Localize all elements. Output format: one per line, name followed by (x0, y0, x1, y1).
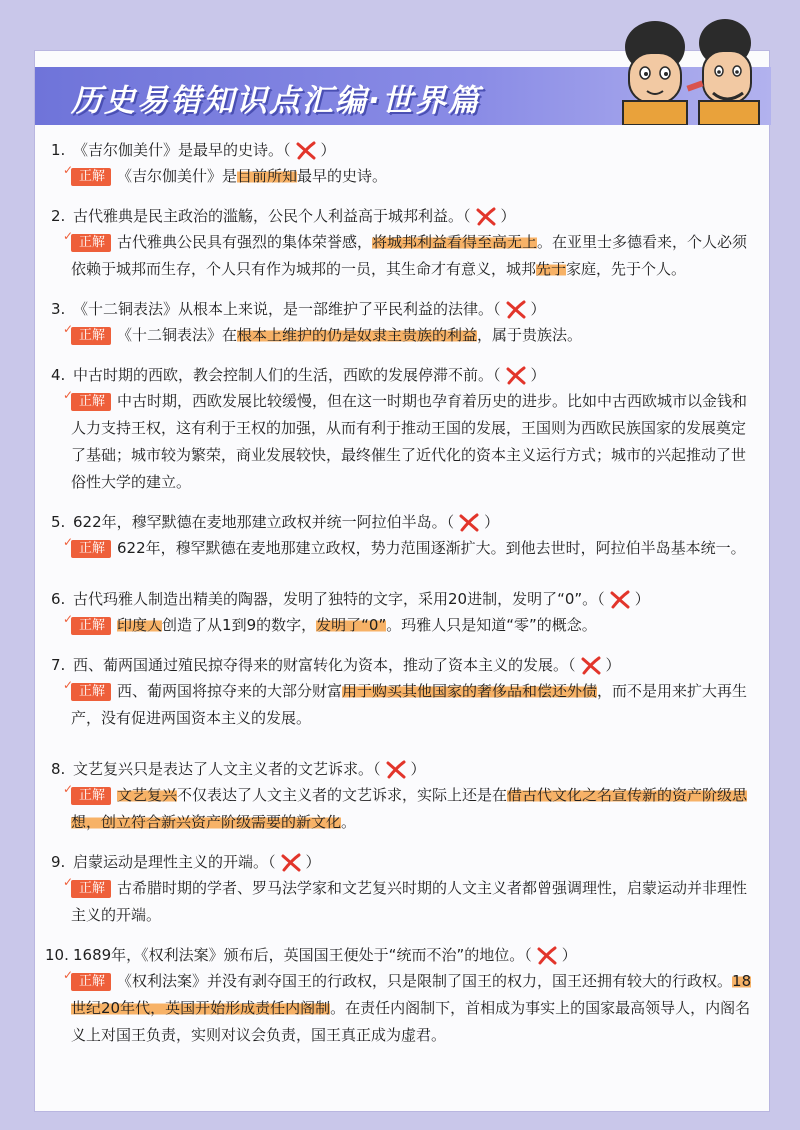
question: 1. 《吉尔伽美什》是最早的史诗。（ ） (51, 137, 757, 163)
correction-badge: ✓ 正解 (71, 683, 111, 701)
check-icon: ✓ (63, 612, 74, 626)
correction-badge: ✓ 正解 (71, 393, 111, 411)
question-number: 8. (51, 760, 66, 778)
question-number: 2. (51, 207, 66, 225)
list-item (51, 362, 757, 496)
list-item (51, 586, 757, 639)
wrong-mark-icon (503, 299, 529, 321)
question: 3. 《十二铜表法》从根本上来说，是一部维护了平民利益的法律。（ ） (51, 296, 757, 322)
check-icon: ✓ (63, 229, 74, 243)
question-number: 6. (51, 590, 66, 608)
correction-badge: ✓ 正解 (71, 617, 111, 635)
correction-badge: ✓ 正解 (71, 880, 111, 898)
check-icon: ✓ (63, 968, 74, 982)
correction: ✓ 正解 《权利法案》并没有剥夺国王的行政权，只是限制了国王的权力，国王还拥有较大的行政权。18世纪20年代，英国开始形成责任内阁制。在责任内阁制下，首相成为事实上的国家最高领导人，内阁名义上对国王负责，实则对议会负责，国王真正成为虚君。 (63, 968, 752, 1044)
highlight: 印度人 (117, 616, 163, 634)
question: 9. 启蒙运动是理性主义的开端。（ ） (51, 849, 757, 875)
correction-badge: ✓ 正解 (71, 234, 111, 252)
question: 2. 古代雅典是民主政治的滥觞，公民个人利益高于城邦利益。（ ） (51, 203, 757, 229)
question: 10. 1689年，《权利法案》颁布后，英国国王便处于“统而不治”的地位。（ ） (51, 942, 757, 968)
highlight: 先于 (536, 260, 567, 278)
correction: ✓ 正解 古希腊时期的学者、罗马法学家和文艺复兴时期的人文主义者都曾强调理性，启蒙运动并非理性主义的开端。 (63, 875, 748, 924)
question: 4. 中古时期的西欧，教会控制人们的生活，西欧的发展停滞不前。（ ） (51, 362, 757, 388)
question-number: 5. (51, 513, 66, 531)
page-sheet (34, 50, 770, 1112)
correction-badge: ✓ 正解 (71, 787, 111, 805)
check-icon: ✓ (63, 163, 74, 177)
question-number: 10. (45, 946, 69, 964)
highlight: 根本上维护的仍是奴隶主贵族的利益 (237, 326, 478, 344)
check-icon: ✓ (63, 388, 74, 402)
wrong-mark-icon (473, 206, 499, 228)
correction: ✓ 正解 中古时期，西欧发展比较缓慢，但在这一时期也孕育着历史的进步。比如中古西欧城市以金钱和人力支持王权，这有利于王权的加强，从而有利于推动王国的发展，王国则为西欧民族国家的发展奠定了基础；城市较为繁荣，商业发展较快，最终催生了近代化的资本主义运行方式；城市的兴起推动了世俗性大学的建立。 (63, 388, 748, 491)
highlight: 目前所知 (237, 167, 298, 185)
correction-badge: ✓ 正解 (71, 973, 111, 991)
cartoon-characters-illustration (595, 13, 775, 125)
error-knowledge-list (45, 137, 757, 1062)
question-number: 1. (51, 141, 66, 159)
wrong-mark-icon (607, 589, 633, 611)
check-icon: ✓ (63, 782, 74, 796)
wrong-mark-icon (278, 852, 304, 874)
wrong-mark-icon (456, 512, 482, 534)
question: 5. 622年，穆罕默德在麦地那建立政权并统一阿拉伯半岛。（ ） (51, 509, 757, 535)
list-item (51, 137, 757, 190)
highlight: 借古代文化之名宣传新的资产阶级思想，创立符合新兴资产阶级需要的新文化 (71, 786, 748, 831)
list-item (51, 652, 757, 732)
wrong-mark-icon (383, 759, 409, 781)
list-item (51, 849, 757, 929)
correction-badge: ✓ 正解 (71, 168, 111, 186)
wrong-mark-icon (534, 945, 560, 967)
highlight: 将城邦利益看得至高无上 (372, 233, 538, 251)
list-item (51, 296, 757, 349)
question: 6. 古代玛雅人制造出精美的陶器，发明了独特的文字，采用20进制，发明了“0”。（ ） (51, 586, 757, 612)
list-item (45, 942, 757, 1049)
check-icon: ✓ (63, 875, 74, 889)
correction-badge: ✓ 正解 (71, 327, 111, 345)
check-icon: ✓ (63, 678, 74, 692)
page-title: 历史易错知识点汇编·世界篇 (71, 83, 481, 119)
highlight: 18世纪20年代，英国开始形成责任内阁制 (71, 972, 752, 1017)
check-icon: ✓ (63, 322, 74, 336)
question: 7. 西、葡两国通过殖民掠夺得来的财富转化为资本，推动了资本主义的发展。（ ） (51, 652, 757, 678)
question-number: 7. (51, 656, 66, 674)
wrong-mark-icon (293, 140, 319, 162)
check-icon: ✓ (63, 535, 74, 549)
correction: ✓ 正解 古代雅典公民具有强烈的集体荣誉感，将城邦利益看得至高无上。在亚里士多德看来，个人必须依赖于城邦而生存，个人只有作为城邦的一员，其生命才有意义，城邦先于家庭，先于个人。 (63, 229, 748, 278)
correction: ✓ 正解 《吉尔伽美什》是目前所知最早的史诗。 (63, 163, 388, 185)
list-item (51, 509, 757, 562)
correction: ✓ 正解 文艺复兴不仅表达了人文主义者的文艺诉求，实际上还是在借古代文化之名宣传新的资产阶级思想，创立符合新兴资产阶级需要的新文化。 (63, 782, 748, 831)
list-item (51, 203, 757, 283)
correction: ✓ 正解 西、葡两国将掠夺来的大部分财富用于购买其他国家的奢侈品和偿还外债，而不是用来扩大再生产，没有促进两国资本主义的发展。 (63, 678, 748, 727)
highlight: 用于购买其他国家的奢侈品和偿还外债 (342, 682, 598, 700)
highlight: 文艺复兴 (117, 786, 178, 804)
question-number: 9. (51, 853, 66, 871)
wrong-mark-icon (503, 365, 529, 387)
wrong-mark-icon (578, 655, 604, 677)
question: 8. 文艺复兴只是表达了人文主义者的文艺诉求。（ ） (51, 756, 757, 782)
correction: ✓ 正解 622年，穆罕默德在麦地那建立政权，势力范围逐渐扩大。到他去世时，阿拉伯半岛基本统一。 (63, 535, 746, 557)
question-number: 4. (51, 366, 66, 384)
correction: ✓ 正解 《十二铜表法》在根本上维护的仍是奴隶主贵族的利益，属于贵族法。 (63, 322, 583, 344)
highlight: 发明了“0” (316, 616, 387, 634)
correction: ✓ 正解 印度人创造了从1到9的数字，发明了“0”。玛雅人只是知道“零”的概念。 (63, 612, 597, 634)
list-item (51, 756, 757, 836)
question-number: 3. (51, 300, 66, 318)
correction-badge: ✓ 正解 (71, 540, 111, 558)
